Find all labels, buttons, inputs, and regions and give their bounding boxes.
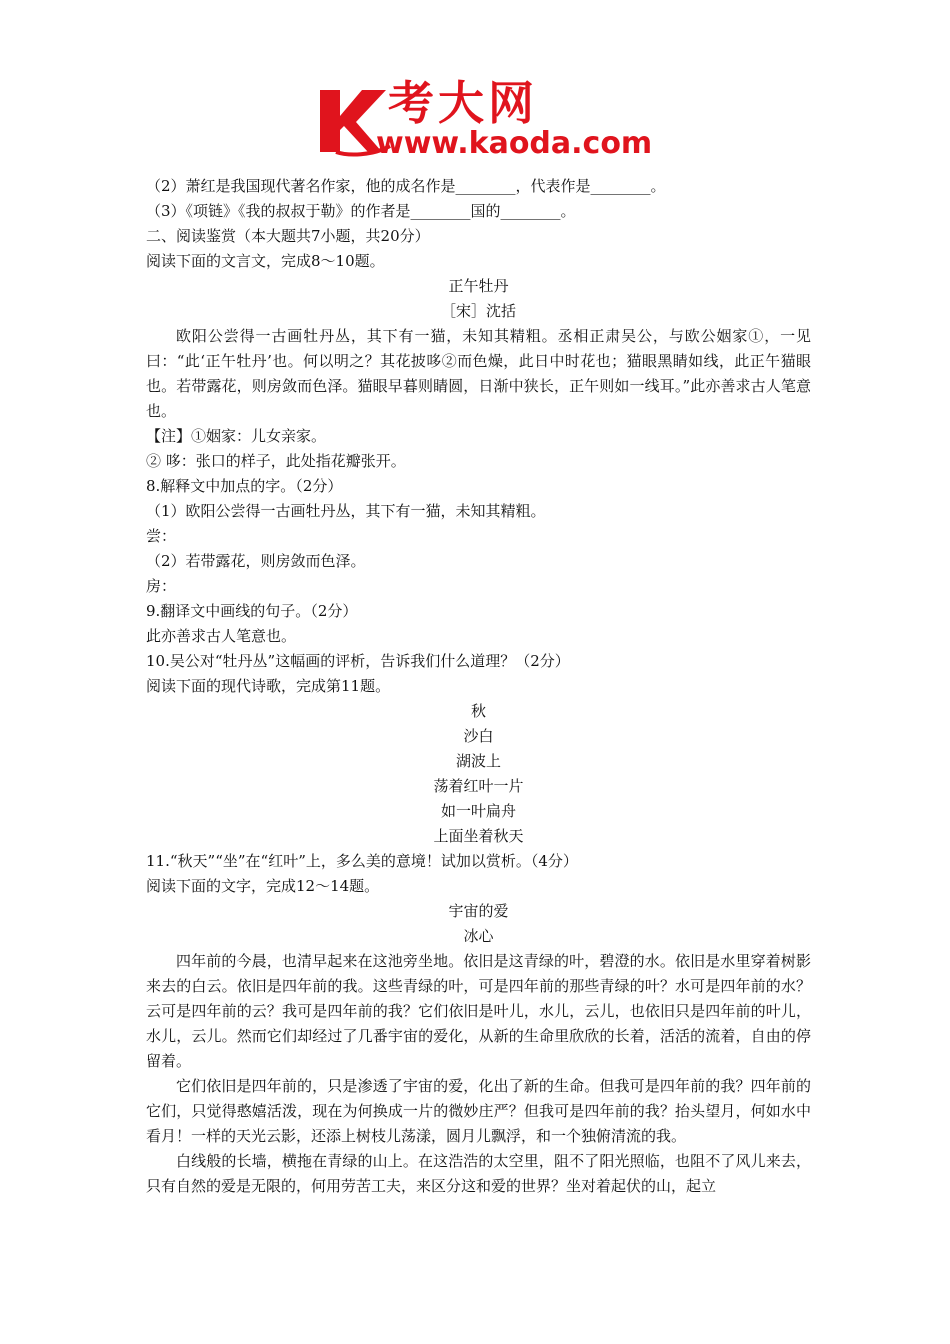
document-line: 10.吴公对“牡丹丛”这幅画的评析，告诉我们什么道理？（2分） <box>146 652 570 670</box>
document-line: 正午牡丹 <box>448 277 509 295</box>
document-line: 宇宙的爱 <box>448 902 509 920</box>
document-line: 尝： <box>146 527 177 545</box>
document-line: 冰心 <box>463 927 494 945</box>
document-line: ［宋］沈括 <box>440 302 516 320</box>
document-line: 欧阳公尝得一古画牡丹丛，其下有一猫，未知其精粗。丞相正肃吴公，与欧公姻家①，一见曰：“此‘正午牡丹’也。何以明之？其花披哆②而色燥，此日中时花也；猫眼黑睛如线，此正午猫眼也。若带露花，则房敛而色泽。猫眼早暮则睛圆，日渐中狭长，正午则如一线耳。”此亦善求古人笔意也。 <box>146 327 811 420</box>
document-line: 湖波上 <box>455 752 501 770</box>
logo-title: 考大网 <box>388 76 538 130</box>
document-line: 它们依旧是四年前的，只是渗透了宇宙的爱，化出了新的生命。但我可是四年前的我？四年前的它们，只觉得憨嬉活泼，现在为何换成一片的微妙庄严？但我可是四年前的我？抬头望月，何如水中看月！一样的天光云影，还添上树枝儿荡漾，圆月儿飘浮，和一个独俯清流的我。 <box>146 1077 811 1145</box>
document-line: 【注】①姻家：儿女亲家。 <box>146 427 327 445</box>
document-line: 如一叶扁舟 <box>440 802 516 820</box>
document-line: ② 哆：张口的样子，此处指花瓣张开。 <box>146 452 406 470</box>
document-line: 荡着红叶一片 <box>433 777 524 795</box>
document-line: 此亦善求古人笔意也。 <box>146 627 297 645</box>
document-line: 9.翻译文中画线的句子。（2分） <box>146 602 358 620</box>
kaoda-logo <box>316 76 653 162</box>
document-line: （2）若带露花，则房敛而色泽。 <box>146 552 366 570</box>
document-line: 沙白 <box>463 727 494 745</box>
document-line: 阅读下面的现代诗歌，完成第11题。 <box>146 677 391 695</box>
document-line: 阅读下面的文言文，完成8～10题。 <box>146 252 385 270</box>
document-line: 房： <box>146 577 177 595</box>
document-line: （2）萧红是我国现代著名作家，他的成名作是________，代表作是________。 <box>146 177 666 195</box>
logo-url: www.kaoda.com <box>376 126 653 161</box>
document-line: 秋 <box>470 702 486 720</box>
document-line: 阅读下面的文字，完成12～14题。 <box>146 877 380 895</box>
document-line: 二、阅读鉴赏（本大题共7小题，共20分） <box>146 227 430 245</box>
document-line: 白线般的长墙，横拖在青绿的山上。在这浩浩的太空里，阻不了阳光照临，也阻不了风儿来去，只有自然的爱是无限的，何用劳苦工夫，来区分这和爱的世界？坐对着起伏的山，起立 <box>146 1152 811 1195</box>
document-body <box>146 174 811 1199</box>
document-line: 11.“秋天”“坐”在“红叶”上，多么美的意境！试加以赏析。（4分） <box>146 852 578 870</box>
document-line: 8.解释文中加点的字。（2分） <box>146 477 343 495</box>
document-line: （3）《项链》《我的叔叔于勒》的作者是________国的________。 <box>146 202 576 220</box>
document-line: （1）欧阳公尝得一古画牡丹丛，其下有一猫，未知其精粗。 <box>146 502 546 520</box>
document-line: 四年前的今晨，也清早起来在这池旁坐地。依旧是这青绿的叶，碧澄的水。依旧是水里穿着树影来去的白云。依旧是四年前的我。这些青绿的叶，可是四年前的那些青绿的叶？水可是四年前的水？云可是四年前的云？我可是四年前的我？它们依旧是叶儿，水儿，云儿，也依旧只是四年前的叶儿，水儿，云儿。然而它们却经过了几番宇宙的爱化，从新的生命里欣欣的长着，活活的流着，自由的停留着。 <box>146 952 811 1070</box>
document-line: 上面坐着秋天 <box>433 827 524 845</box>
